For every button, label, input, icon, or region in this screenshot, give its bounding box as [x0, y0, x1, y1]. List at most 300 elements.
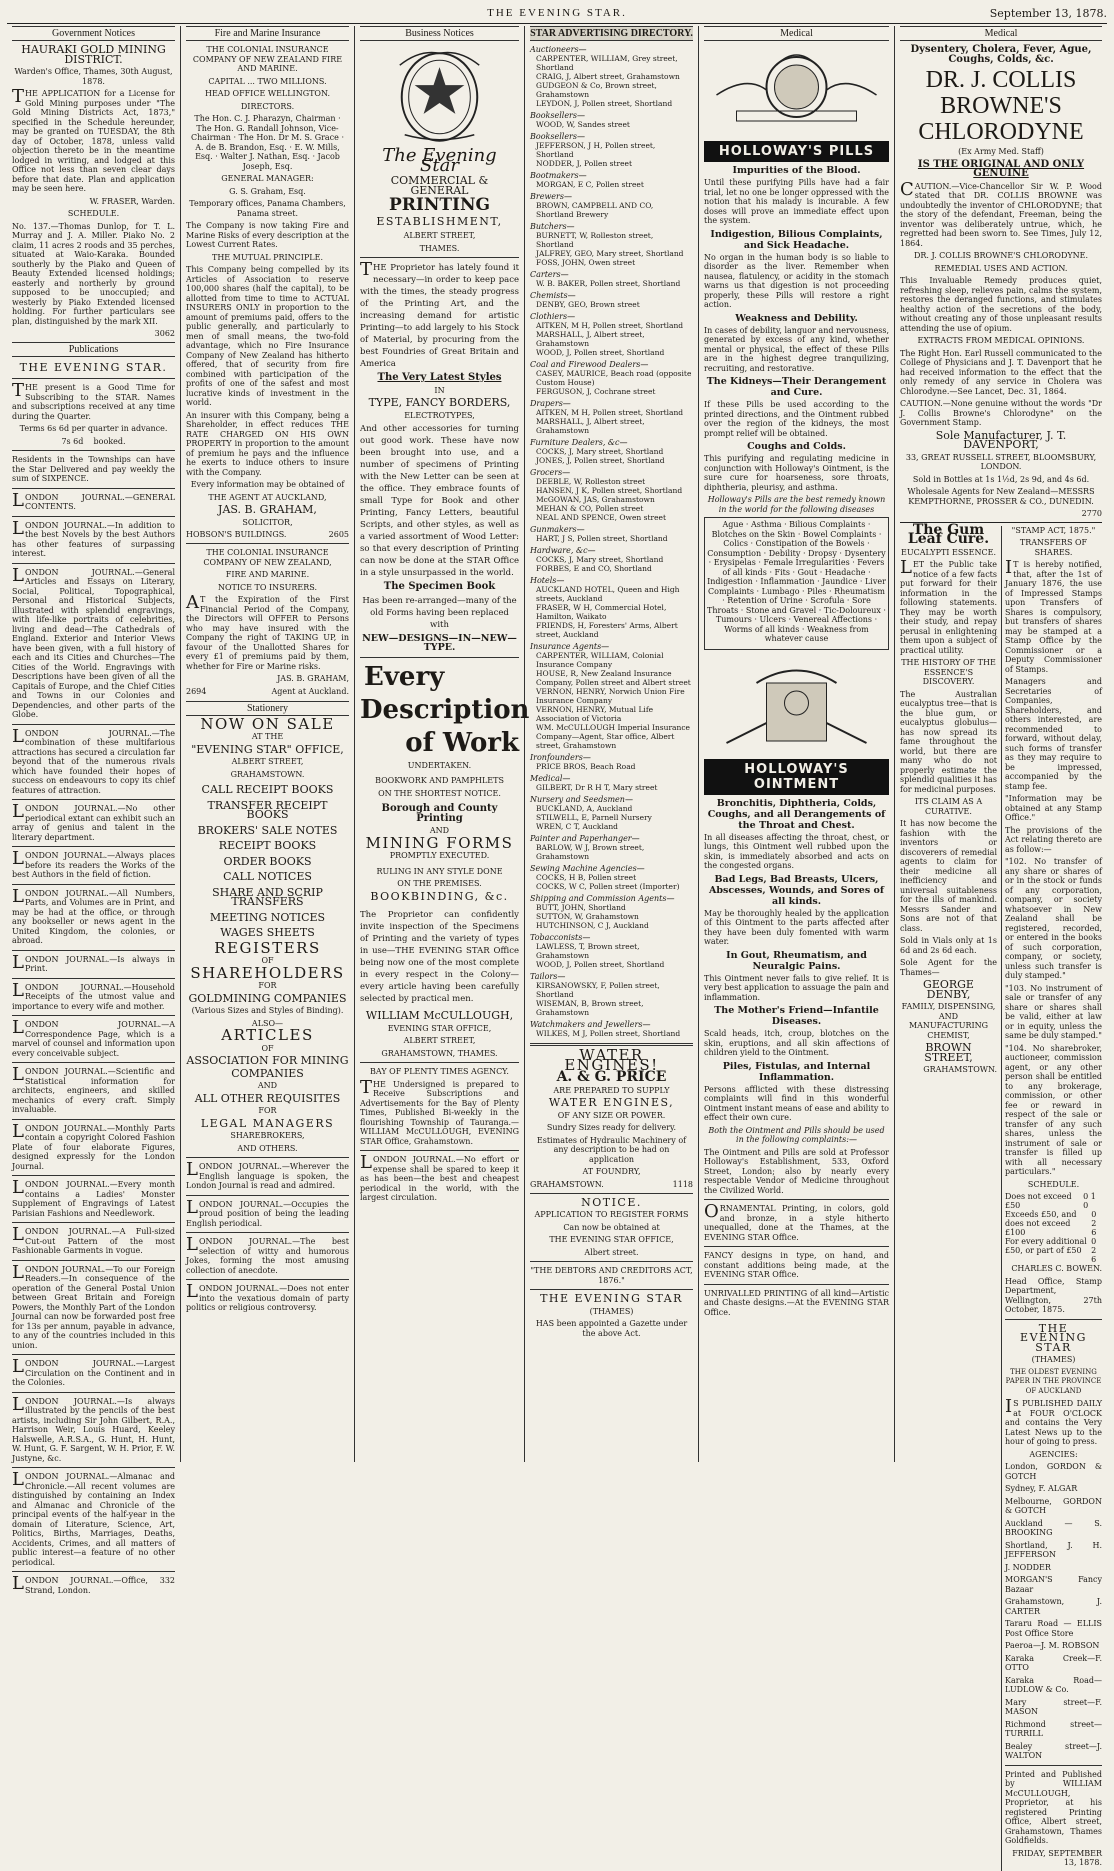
- pills-heading-4: The Kidneys—Their Derangement and Cure.: [706, 376, 887, 398]
- newspaper-page: [7, 7, 1107, 1867]
- masthead-date: September 13, 1878.: [989, 7, 1107, 20]
- columns: [7, 26, 1107, 1867]
- star-agencies: AGENCIES:: [1029, 1449, 1078, 1459]
- stationery-for-2: FOR: [258, 1106, 277, 1115]
- gazette-body: HAS been appointed a Gazette under the above Act.: [535, 1319, 688, 1338]
- stationery-goldmining: GOLDMINING COMPANIES: [188, 991, 347, 1005]
- directory-entry: WOOD, W, Sandes street: [536, 120, 630, 129]
- divider: [12, 799, 175, 800]
- proprietor-name: WILLIAM McCULLOUGH,: [365, 1009, 514, 1022]
- directory-category: Sewing Machine Agencies—: [530, 864, 645, 873]
- chlorodyne-body-3: The Right Hon. Earl Russell communicated to the College of Physicians and J. T. Davenport that he had received information to the effect that the only remedy of any service in Cholera was Chlorodyne.—See Lancet, Dec. 31, 1864.: [900, 348, 1102, 396]
- chlorodyne-number: 2770: [1081, 509, 1102, 518]
- gum-agent: Sole Agent for the Thames—: [900, 958, 997, 977]
- application-body: APPLICATION TO REGISTER FORMS: [534, 1210, 689, 1219]
- insurance-agent-heading: THE AGENT AT AUCKLAND,: [208, 492, 327, 502]
- column-1: [7, 26, 181, 1595]
- stamp-rate-value: 0 2 6: [1091, 1237, 1097, 1264]
- masthead-title: THE EVENING STAR.: [487, 7, 627, 19]
- directory-entry: KIRSANOWSKY, F, Pollen street, Shortland: [536, 981, 660, 999]
- divider: [12, 1392, 175, 1393]
- star-oldest: THE OLDEST EVENING PAPER IN THE PROVINCE OF AUCKLAND: [1005, 1367, 1102, 1395]
- notice-sign: W. FRASER, Warden.: [89, 196, 175, 206]
- london-journal-list-2: [186, 1159, 349, 1313]
- chlorodyne-address: 33, GREAT RUSSELL STREET, BLOOMSBURY, LONDON.: [905, 452, 1097, 471]
- water-foundry: AT FOUNDRY,: [582, 1167, 641, 1176]
- printed-date: FRIDAY, SEPTEMBER 13, 1878.: [1012, 1848, 1102, 1867]
- directory-entry: WM. McCULLOUGH Imperial Insurance Company—Agent, Star office, Albert street, Grahamstown: [536, 723, 690, 750]
- ointment-heading-5: Piles, Fistulas, and Internal Inflammation.: [722, 1060, 871, 1083]
- water-body: ARE PREPARED TO SUPPLY: [553, 1085, 670, 1095]
- printing-heading: PRINTING: [388, 195, 491, 215]
- insurance-agent: JAS. B. GRAHAM,: [218, 503, 317, 516]
- insurance-capital: CAPITAL ... TWO MILLIONS.: [208, 76, 327, 86]
- insurance2-number: 2694: [186, 686, 207, 696]
- column-3: [355, 26, 530, 1462]
- agency-entry: Richmond street—TURRILL: [1005, 1719, 1102, 1738]
- stamp-rate-value: 0 2 6: [1091, 1210, 1097, 1237]
- london-journal-item: LONDON JOURNAL.—Office, 332 Strand, London.: [12, 1573, 175, 1595]
- bookbinding: BOOKBINDING, &c.: [370, 889, 509, 903]
- pills-heading-3: Weakness and Debility.: [735, 312, 858, 324]
- stationery-item: WAGES SHEETS: [220, 926, 315, 939]
- agency-entry: Melbourne, GORDON & GOTCH: [1005, 1496, 1102, 1515]
- gum-body-3: It has now become the fashion with the inventors or discoverers of remedial agents to claim for their medicine all inefficiency and universal suitableness for the ills of mankind. Messrs Sander and Sons are not of that class.: [900, 819, 997, 933]
- directory-category: Painter and Paperhanger—: [530, 834, 640, 843]
- divider: [12, 724, 175, 725]
- type-fancy-borders: TYPE, FANCY BORDERS,: [368, 396, 511, 409]
- chlorodyne-caution: CAUTION.—None genuine without the words "Dr J. Collis Browne's Chlorodyne" on the Government Stamp.: [900, 399, 1102, 427]
- ointment-body-3: This Ointment never fails to give relief. It is very best application to assuage the pain and inflammation.: [704, 973, 889, 1002]
- divider: [12, 978, 175, 979]
- insurance2-agent: JAS. B. GRAHAM,: [277, 674, 349, 683]
- directory-entry: FRIENDS, H, Foresters' Arms, Albert street, Auckland: [536, 621, 678, 639]
- shortest-notice: ON THE SHORTEST NOTICE.: [378, 788, 501, 798]
- london-journal-item: LONDON JOURNAL.—Always places before its readers the Works of the best Authors in the field of fiction.: [12, 848, 175, 879]
- insurance-head-office: HEAD OFFICE WELLINGTON.: [204, 89, 331, 98]
- insurance2-body: AT the Expiration of the First Financial Period of the Company, the Directors will OFFER to Persons who may have insured with the Company the right of TAKING UP, in favour of the Unallotted Shares for every £1 of premiums paid by them, whether for Fire or Marine risks.: [186, 592, 349, 671]
- stamp-rate-row: [1005, 1192, 1102, 1210]
- price-bros: A. & G. PRICE: [556, 1069, 667, 1085]
- promptly-executed: PROMPTLY EXECUTED.: [389, 851, 490, 860]
- agency-entry: London, GORDON & GOTCH: [1005, 1462, 1102, 1481]
- printing-body-2: And other accessories for turning out good work. These have now been brought into use, and a number of specimens of Printing with the New Letter can be seen at the office. They embrace founts of small Type for Book and other Printing, Fancy Letters, beautiful Scripts, and other styles, as well as a varied assortment of Wood Letter: so that every description of Printing can now be done at the STAR Office in a style unsurpassed in the world.: [360, 424, 519, 578]
- chlorodyne-name: DR. J. COLLIS BROWNE'S CHLORODYNE.: [913, 251, 1089, 260]
- publication-body-2: Residents in the Townships can have the Star Delivered and pay weekly the sum of SIXPENCE.: [12, 455, 175, 483]
- schedule-body: No. 137.—Thomas Dunlop, for T. L. Murray and J. A. Miller. Piako No. 2 claim, 11 acres 2 roods and 35 perches, situated at Waio-Karaka. Bounded southerly by the Piako and Queen of Beauty Extended licensed holdings; easterly and northerly by ground supposed to be unoccupied; and westerly by Piako Extended licensed holding. For further particulars see plan, distinguished by the mark XII.: [12, 221, 175, 326]
- gum-claim: ITS CLAIM AS A CURATIVE.: [914, 797, 983, 816]
- gum-town: GRAHAMSTOWN.: [923, 1065, 997, 1074]
- section-advertising-directory: STAR ADVERTISING DIRECTORY.: [530, 28, 693, 39]
- insurance-body-3: An insurer with this Company, being a Shareholder, in effect reduces THE RATE CHARGED ON HIS OWN PROPERTY in proportion to the amount of premium he pays and the influence he exerts to induce others to insure with the Company.: [186, 410, 349, 477]
- directory-entry: STILWELL, E, Parnell Nursery: [536, 813, 652, 822]
- directory-entry: HUTCHINSON, C J, Auckland: [536, 921, 649, 930]
- gum-history: THE HISTORY OF THE ESSENCE'S DISCOVERY.: [901, 658, 996, 686]
- ointment-body-2: May be thoroughly healed by the application of this Ointment to the parts affected after they have been duly fomented with warm water.: [704, 908, 889, 946]
- stationery-for: FOR: [258, 981, 277, 990]
- notice-heading: NOTICE.: [581, 1195, 642, 1209]
- printed-by: Printed and Published by WILLIAM McCULLOUGH, Proprietor, at his registered Printing Office, Albert street, Grahamstown, Thames Goldfields.: [1005, 1769, 1102, 1845]
- star-published: IS PUBLISHED DAILY at FOUR O'CLOCK and contains the Very Latest News up to the hour of going to press.: [1005, 1396, 1102, 1446]
- insurance2-notice: NOTICE TO INSURERS.: [217, 582, 317, 592]
- stamp-rates: [1005, 1192, 1102, 1264]
- directory-category: Auctioneers—: [530, 45, 587, 54]
- stationery-requisites: ALL OTHER REQUISITES: [194, 1091, 341, 1105]
- directory-entry: DENBY, GEO, Brown street: [536, 300, 640, 309]
- stationery-sizes: (Various Sizes and Styles of Binding).: [191, 1006, 344, 1015]
- section-business-notices: Business Notices: [360, 26, 519, 41]
- application-body-2: Can now be obtained at: [563, 1222, 660, 1232]
- agency-entry: Auckland — S. BROOKING: [1005, 1518, 1102, 1537]
- pills-body-1: Until these purifying Pills have had a fair trial, let no one be longer oppressed with the notion that his malady is incurable. A few doses will prove an immediate effect upon the system.: [704, 178, 889, 225]
- publication-terms-2: 7s 6d booked.: [61, 436, 126, 446]
- agency-entry: Mary street—F. MASON: [1005, 1697, 1102, 1716]
- latest-in: IN: [434, 385, 445, 395]
- divider: [12, 1015, 175, 1016]
- albert-street: ALBERT STREET,: [403, 231, 476, 240]
- establishment: ESTABLISHMENT,: [376, 214, 503, 228]
- insurance-manager-heading: GENERAL MANAGER:: [221, 174, 314, 183]
- london-journal-item: LONDON JOURNAL.—The best selection of witty and humorous Jokes, forming the most amusing collection of anecdote.: [186, 1234, 349, 1275]
- stationery-articles: ARTICLES: [221, 1026, 314, 1044]
- proprietor-office: EVENING STAR OFFICE,: [387, 1023, 492, 1033]
- column-5: [699, 26, 895, 1462]
- application-street: Albert street.: [584, 1247, 639, 1257]
- paper-name: The Evening Star: [382, 145, 497, 176]
- section-government-notices: Government Notices: [12, 26, 175, 41]
- stamp-office: Head Office, Stamp Department, Wellington, 27th October, 1875.: [1005, 1276, 1102, 1314]
- insurance2-agent-row: [186, 687, 349, 696]
- stationery-item: ORDER BOOKS: [223, 854, 312, 868]
- directory-entry: HANSEN, J K, Pollen street, Shortland: [536, 486, 683, 495]
- insurance-mutual: THE MUTUAL PRINCIPLE.: [211, 252, 324, 262]
- london-journal-list: [12, 489, 175, 1596]
- directory-entry: VERNON, HENRY, Mutual Life Association of Victoria: [536, 705, 654, 723]
- pills-heading-1: Impurities of the Blood.: [732, 165, 861, 176]
- directory-category: Brewers—: [530, 192, 572, 201]
- borough-and: AND: [429, 826, 450, 835]
- schedule-number: 3062: [154, 329, 175, 338]
- section-medical-2: Medical: [900, 26, 1102, 41]
- directory-entry: NODDER, J, Pollen street: [536, 159, 633, 168]
- london-journal-item: LONDON JOURNAL.—The combination of these multifarious attractions has secured a circulation far beyond that of the numerous rivals which have founded their hopes of success on endeavours to copy its chief features of attraction.: [12, 725, 175, 795]
- directory-entry: COCKS, J, Mary street, Shortland: [536, 447, 664, 456]
- directory-category: Insurance Agents—: [530, 642, 610, 651]
- pills-table-body: Ague · Asthma · Bilious Complaints · Blotches on the Skin · Bowel Complaints · Colics · Constipation of the Bowels · Consumption · Debility · Dropsy · Dysentery · Erysipelas · Female Irregularities · Fevers of all kinds · Fits · Gout · Headache · Indigestion · Inflammation · Jaundice · Liver Complaints · Lumbago · Piles · Rheumatism · Retention of Urine · Scrofula · Sore Throats · Stone and Gravel · Tic-Doloureux · Tumours · Ulcers · Venereal Affections · Worms of all kinds · Weakness from whatever cause: [707, 520, 886, 643]
- directory-category: Chemists—: [530, 291, 576, 300]
- agency-entry: Grahamstown, J. CARTER: [1005, 1597, 1102, 1616]
- star-thames: (THAMES): [1031, 1355, 1076, 1364]
- printing-body-3: Has been re-arranged—many of the old Forms having been replaced with: [362, 595, 517, 630]
- ointment-footer-2: The Ointment and Pills are sold at Professor Holloway's Establishment, 533, Oxford Street, London; also by nearly every respectable Vendor of Medicine throughout the Civilized World.: [704, 1147, 889, 1195]
- chlorodyne-title: DR. J. COLLIS BROWNE'S CHLORODYNE: [918, 67, 1084, 145]
- holloways-ointment-banner: HOLLOWAY'S OINTMENT: [704, 759, 889, 795]
- ointment-heading-4: The Mother's Friend—Infantile Diseases.: [714, 1005, 879, 1027]
- stamp-rate-label: Exceeds £50, and does not exceed £100: [1005, 1210, 1077, 1237]
- directory-entry: HOUSE, R, New Zealand Insurance Company, Pollen street and Albert street: [536, 669, 691, 687]
- stamp-body-6: "103. No instrument of sale or transfer of any share or shares shall be valid, either at law or in equity, unless the same be duly stamped.": [1005, 983, 1102, 1040]
- directory-entry: WOOD, J, Pollen street, Shortland: [536, 960, 665, 969]
- water-power: OF ANY SIZE OR POWER.: [557, 1110, 666, 1120]
- stationery-at: AT THE: [251, 732, 284, 741]
- divider: [12, 1571, 175, 1572]
- directory-category: Shipping and Commission Agents—: [530, 894, 675, 903]
- section-medical: Medical: [704, 26, 889, 41]
- directory-category: Butchers—: [530, 222, 575, 231]
- directory-entry: CARPENTER, WILLIAM, Grey street, Shortland: [536, 54, 678, 72]
- directory-category: Hardware, &c—: [530, 546, 596, 555]
- of-work-heading: of Work: [405, 727, 519, 758]
- divider: [12, 1222, 175, 1223]
- insurance2-sub: FIRE AND MARINE.: [225, 570, 310, 579]
- agency-entry: Karaka Creek—F. OTTO: [1005, 1653, 1102, 1672]
- divider: [186, 1232, 349, 1233]
- crest-emblem-icon: [360, 45, 519, 145]
- pills-table: [704, 517, 889, 650]
- insurance-agent-address-row: [186, 530, 349, 539]
- divider: [12, 950, 175, 951]
- schedule-heading: SCHEDULE.: [67, 209, 120, 218]
- insurance-directors-heading: DIRECTORS.: [240, 101, 295, 111]
- stationery-now-on-sale: NOW ON SALE: [200, 714, 335, 733]
- divider: [12, 1354, 175, 1355]
- directory-entry: AITKEN, M H, Pollen street, Shortland: [536, 321, 684, 330]
- insurance-title: THE COLONIAL INSURANCE COMPANY OF NEW ZEALAND FIRE AND MARINE.: [192, 45, 343, 73]
- water-town: GRAHAMSTOWN.: [530, 1179, 604, 1189]
- insurance-offices: Temporary offices, Panama Chambers, Panama street.: [189, 199, 346, 218]
- divider: [12, 1260, 175, 1261]
- directory-entry: WISEMAN, B, Brown street, Grahamstown: [536, 999, 644, 1017]
- divider: [12, 1467, 175, 1468]
- specimen-book: The Specimen Book: [383, 581, 496, 592]
- directory-entry: LAWLESS, T, Brown street, Grahamstown: [536, 942, 640, 960]
- stamp-rate-label: Does not exceed £50: [1005, 1192, 1072, 1210]
- london-journal-item: LONDON JOURNAL.—In addition to the best Novels by the best Authors has other features of surpassing interest.: [12, 517, 175, 558]
- directory-category: Carters—: [530, 270, 569, 279]
- london-journal-item: LONDON JOURNAL.—A Correspondence Page, which is a marvel of counsel and information upon every conceivable subject.: [12, 1017, 175, 1058]
- london-journal-item: LONDON JOURNAL.—Household Receipts of the utmost value and importance to every wife and mother.: [12, 979, 175, 1011]
- gum-sub: EUCALYPTI ESSENCE.: [901, 547, 996, 557]
- pills-body-3: In cases of debility, languor and nervousness, generated by excess of any kind, whether mental or physical, the effect of these Pills are in the highest degree tranquilizing, recruiting, and restorative.: [704, 325, 889, 373]
- stationery-item: TRANSFER RECEIPT BOOKS: [207, 798, 328, 821]
- ointment-body-4: Scald heads, itch, croup, blotches on the skin, eruptions, and all skin affections of children yield to the Ointment.: [704, 1029, 889, 1057]
- stationery-items: [186, 785, 349, 938]
- divider: [12, 884, 175, 885]
- gum-title: The Gum Leaf Cure.: [907, 521, 990, 547]
- london-journal-item: LONDON JOURNAL.—Scientific and Statistical information for architects, engineers, and skilled mechanics of every craft. Simply invaluable.: [12, 1064, 175, 1114]
- notice-place: Warden's Office, Thames, 30th August, 1878.: [14, 67, 173, 86]
- pills-heading-2: Indigestion, Bilious Complaints, and Sick Headache.: [710, 228, 883, 251]
- directory-category: Clothiers—: [530, 312, 576, 321]
- stamp-body-7: "104. No sharebroker, auctioneer, commission agent, or any other person shall be entitled to any brokerage, commission, or other fee or reward in respect of the sale or transfer of any such shares, unless the instrument of sale or transfer is filled up with all necessary particulars.": [1005, 1043, 1102, 1176]
- insurance-body-2: This Company being compelled by its Articles of Association to reserve 100,000 shares (half the capital), to be allotted from time to time to ACTUAL INSURERS ONLY in proportion to the amount of premiums paid, offers to the public generally, and particularly to men of small means, the two-fold advantage, which no Fire Insurance Company of New Zealand has hitherto offered, that of security from fire combined with participation of the profits of one of the safest and most lucrative kinds of investment in the world.: [186, 265, 349, 407]
- holloway-pills-emblem-icon: [704, 45, 889, 135]
- directory-entry: FRASER, W H, Commercial Hotel, Hamilton, Waikato: [536, 603, 667, 621]
- directory-category: Watchmakers and Jewellers—: [530, 1020, 651, 1029]
- chlorodyne-sole: Sole Manufacturer, J. T. DAVENPORT,: [935, 428, 1067, 451]
- divider: [12, 516, 175, 517]
- stamp-body-2: Managers and Secretaries of Companies, Shareholders, and others interested, are recommended to forward, without delay, such forms of transfer as they may require to be impressed, accompanied by the stamp fee.: [1005, 677, 1102, 791]
- holloway-ointment-emblem-icon: [704, 653, 889, 753]
- holloways-pills-banner: HOLLOWAY'S PILLS: [704, 141, 889, 162]
- directory-entry: MORGAN, E C, Pollen street: [536, 180, 644, 189]
- dysentery-heading: Dysentery, Cholera, Fever, Ague, Coughs, Colds, &c.: [910, 44, 1092, 65]
- gum-street: BROWN STREET,: [924, 1041, 973, 1064]
- directory-entry: FORBES, E and CO, Shortland: [536, 564, 652, 573]
- evening-star-gazette: THE EVENING STAR: [540, 1292, 683, 1305]
- chlorodyne-remedial: REMEDIAL USES AND ACTION.: [934, 263, 1068, 273]
- stationery-item: CALL RECEIPT BOOKS: [201, 783, 334, 796]
- ornamental-printing: ORNAMENTAL Printing, in colors, gold and bronze, in a style hitherto unequalled, done at the Thames, at the EVENING STAR Office.: [704, 1201, 889, 1242]
- borough-printing: Borough and County Printing: [381, 803, 498, 824]
- directory-entry: BARLOW, W J, Brown street, Grahamstown: [536, 843, 645, 861]
- insurance-agent-address: HOBSON'S BUILDINGS.: [186, 530, 287, 539]
- directory-category: Coal and Firewood Dealers—: [530, 360, 649, 369]
- pills-heading-5: Coughs and Colds.: [747, 441, 846, 452]
- masthead: [7, 7, 1107, 24]
- directory-category: Nursery and Seedsmen—: [530, 795, 633, 804]
- stamp-act-block: [1001, 526, 1102, 1871]
- directory-entry: W. B. BAKER, Pollen street, Shortland: [536, 279, 681, 288]
- stationery-item: RECEIPT BOOKS: [218, 839, 317, 852]
- pills-table-heading: Holloway's Pills are the best remedy known in the world for the following diseases: [707, 495, 886, 514]
- directory-entry: CARPENTER, WILLIAM, Colonial Insurance Company: [536, 651, 664, 669]
- directory-entry: BROWN, CAMPBELL AND CO, Shortland Brewery: [536, 201, 654, 219]
- publication-title: THE EVENING STAR.: [19, 360, 168, 374]
- bay-body: THE Undersigned is prepared to Receive Subscriptions and Advertisements for the Bay of Plenty Times, Published Bi-weekly in the flourishing Township of Tauranga.—WILLIAM McCULLOUGH, EVENING STAR Office, Grahamstown.: [360, 1076, 519, 1146]
- stationery-item: BROKERS' SALE NOTES: [197, 823, 338, 837]
- directory-category: Booksellers—: [530, 132, 585, 141]
- ointment-heading-2: Bad Legs, Bad Breasts, Ulcers, Abscesses, Wounds, and Sores of all kinds.: [709, 873, 884, 907]
- agencies-list: [1005, 1462, 1102, 1761]
- printing-body-4: The Proprietor can confidently invite inspection of the Specimens of Printing and the variety of types in use—THE EVENING STAR Office being now one of the most complete in every respect in the Colony—every article having been carefully selected by practical men.: [360, 910, 519, 1004]
- publication-terms-1: Terms 6s 6d per quarter in advance.: [19, 424, 168, 433]
- notice-body: THE APPLICATION for a License for Gold Mining purposes under "The Gold Mining Districts Act, 1873," specified in the Schedule hereunder, may be granted on TUESDAY, the 8th day of October, 1878, unless valid objection thereto be in the meantime lodged in writing, and lodged at this Office not less than seven clear days before that date. Plan and application may be seen here.: [12, 86, 175, 193]
- directory-entry: MARSHALL, J, Albert street, Grahamstown: [536, 417, 645, 435]
- directory-entry: WREN, C T, Auckland: [536, 822, 618, 831]
- directory-entry: DEEBLE, W, Rolleston street: [536, 477, 646, 486]
- directory-category: Medical—: [530, 774, 571, 783]
- application-office: THE EVENING STAR OFFICE,: [549, 1235, 674, 1244]
- gum-family: FAMILY, DISPENSING, AND MANUFACTURING CHEMIST,: [901, 1002, 996, 1040]
- london-journal-3: LONDON JOURNAL.—No effort or expense shall be spared to keep it as has been—the best and cheapest periodical in the world, with the largest circulation.: [360, 1152, 519, 1202]
- stationery-item: SHARE AND SCRIP TRANSFERS: [212, 885, 323, 908]
- water-estimates: Estimates of Hydraulic Machinery of any description to be had on application: [536, 1135, 687, 1164]
- stationery-shareholders: SHAREHOLDERS: [190, 963, 345, 982]
- directory-entry: FOSS, JOHN, Owen street: [536, 258, 636, 267]
- commercial-general: COMMERCIAL & GENERAL: [390, 174, 489, 197]
- gum-body-4: Sold in Vials only at 1s 6d and 2s 6d each.: [900, 936, 997, 955]
- directory-entry: AITKEN, M H, Pollen street, Shortland: [536, 408, 684, 417]
- mining-forms: MINING FORMS: [365, 833, 514, 852]
- stationery-town: GRAHAMSTOWN.: [230, 769, 305, 779]
- bay-heading: BAY OF PLENTY TIMES AGENCY.: [370, 1067, 509, 1076]
- insurance-body-4: Every information may be obtained of: [190, 480, 345, 489]
- agency-entry: MORGAN'S Fancy Bazaar: [1005, 1575, 1102, 1594]
- water-town-row: [530, 1180, 693, 1189]
- publication-body: THE present is a Good Time for Subscribing to the STAR. Names and subscriptions received at any time during the Quarter.: [12, 380, 175, 421]
- ointment-heading-1: Bronchitis, Diphtheria, Colds, Coughs, and all Derangements of the Throat and Chest.: [707, 797, 886, 831]
- insurance-body: The Company is now taking Fire and Marine Risks of every description at the Lowest Current Rates.: [186, 221, 350, 249]
- directory-entry: VERNON, HENRY, Norwich Union Fire Insurance Company: [536, 687, 685, 705]
- printing-body-1: THE Proprietor has lately found it necessary—in order to keep pace with the times, the steady progress of the Printing Art, and the increasing demand for artistic Printing—to add largely to his Stock of Material, by procuring from the best Foundries of Great Britain and America: [360, 259, 519, 369]
- stamp-rate-row: [1005, 1237, 1102, 1264]
- gum-body-2: The Australian eucalyptus tree—that is the blue gum, or eucalyptus globulus—has now spread its fame throughout the world, but there are many who do not properly estimate the splendid qualities it has for medicinal purposes.: [900, 689, 997, 794]
- insurance-directors: The Hon. C. J. Pharazyn, Chairman · The Hon. G. Randall Johnson, Vice-Chairman · The Hon. Dr M. S. Grace · A. de B. Brandon, Esq. · E. W. Mills, Esq. · Walter J. Nathan, Esq. · Jacob Joseph, Esq.: [191, 114, 344, 171]
- undertaken: UNDERTAKEN.: [407, 760, 472, 770]
- divider: [12, 846, 175, 847]
- stamp-rate-row: [1005, 1210, 1102, 1237]
- stamp-body-4: The provisions of the Act relating thereto are as follow:—: [1005, 825, 1102, 854]
- water-sundry: Sundry Sizes ready for delivery.: [546, 1123, 677, 1132]
- stationery-item: CALL NOTICES: [223, 870, 312, 883]
- chlorodyne-body-2: This Invaluable Remedy produces quiet, refreshing sleep, relieves pain, calms the system, restores the deranged functions, and stimulates healthy action of the secretions of the body, without creating any of those unpleasant results attending the use of opium.: [900, 276, 1102, 333]
- divider: [12, 563, 175, 564]
- directory-entry: LEYDON, J, Pollen street, Shortland: [536, 99, 673, 108]
- stationery-item: MEETING NOTICES: [209, 910, 326, 924]
- stationery-companies: COMPANIES: [231, 1066, 304, 1080]
- directory-entry: GILBERT, Dr R H T, Mary street: [536, 783, 658, 792]
- new-designs: NEW—DESIGNS—IN—NEW—TYPE.: [362, 632, 517, 653]
- thames-gazette: (THAMES): [589, 1306, 634, 1316]
- stamp-body-3: "Information may be obtained at any Stamp Office.": [1005, 794, 1102, 822]
- directory-category: Booksellers—: [530, 111, 585, 120]
- stationery-and: AND: [257, 1081, 278, 1090]
- divider: [12, 1175, 175, 1176]
- directory-entry: COCKS, W C, Pollen street (Importer): [536, 882, 680, 891]
- directory-entry: McGOWAN, JAS, Grahamstown: [536, 495, 655, 504]
- directory-entry: BURNETT, W, Rolleston street, Shortland: [536, 231, 654, 249]
- stamp-body-1: IT is hereby notified, that, after the 1st of January 1876, the use of Impressed Stamps upon Transfers of Shares is compulsory, but transfers of shares may be stamped at a Stamp Office by the Commissioner or a Deputy Commissioner of Stamps.: [1005, 557, 1102, 674]
- stamp-sign: CHARLES C. BOWEN.: [1011, 1264, 1102, 1273]
- agency-entry: Karaka Road—LUDLOW & Co.: [1005, 1675, 1102, 1694]
- column-4: [525, 26, 699, 1462]
- latest-styles: The Very Latest Styles: [377, 372, 502, 383]
- directory-category: Gunmakers—: [530, 525, 585, 534]
- insurance-manager: G. S. Graham, Esq.: [229, 186, 306, 196]
- london-journal-item: LONDON JOURNAL.—To our Foreign Readers.—In consequence of the operation of the General Postal Union between Great Britain and Foreign Powers, the Monthly Part of the London Journal can now be forwarded post free for 13s per annum, payable in advance, to any of the countries included in this union.: [12, 1261, 175, 1350]
- chlorodyne-original: IS THE ORIGINAL AND ONLY GENUINE: [917, 158, 1085, 179]
- directory-entry: JONES, J, Pollen street, Shortland: [536, 456, 665, 465]
- stamp-body-5: "102. No transfer of any share or shares of or in the stock or funds of any corporation, company, or society whatsoever in New Zealand shall be registered, recorded, or entered in the books of such corporation, company, or society, unless such transfer is duly stamped.": [1005, 857, 1102, 980]
- gum-denby: GEORGE DENBY,: [923, 978, 974, 1001]
- directory-category: Bootmakers—: [530, 171, 587, 180]
- london-journal-item: LONDON JOURNAL.—Wherever the English language is spoken, the London Journal is read and admired.: [186, 1159, 349, 1190]
- pills-body-5: This purifying and regulating medicine in conjunction with Holloway's Ointment, is the sure cure for hoarseness, sore throats, diphtheria, pleurisy, and asthma.: [704, 454, 889, 492]
- gum-stamp-row: [900, 522, 1102, 1871]
- section-fire-marine-insurance: Fire and Marine Insurance: [186, 26, 349, 41]
- directory-entry: FERGUSON, J, Cochrane street: [536, 387, 656, 396]
- proprietor-street: ALBERT STREET,: [403, 1036, 476, 1045]
- directory-entry: WOOD, J, Pollen street, Shortland: [536, 348, 665, 357]
- directory-entry: WILKES, M J, Pollen street, Shortland: [536, 1029, 681, 1038]
- pills-body-2: No organ in the human body is so liable to disorder as the liver. Remember when nausea, flatulency, or acidity in the stomach warns us that digestion is not proceeding properly, these Pills will restore a right action.: [704, 252, 889, 309]
- london-journal-item: LONDON JOURNAL.—Occupies the proud position of being the leading English periodical.: [186, 1196, 349, 1228]
- chlorodyne-extracts: EXTRACTS FROM MEDICAL OPINIONS.: [917, 336, 1085, 345]
- london-journal-item: LONDON JOURNAL.—Does not enter into the vexatious domain of party politics or religious controversy.: [186, 1281, 349, 1312]
- agency-entry: Tararu Road — ELLIS Post Office Store: [1005, 1619, 1102, 1638]
- directory-entry: BUTT, JOHN, Shortland: [536, 903, 626, 912]
- insurance2-agent-role: Agent at Auckland.: [271, 686, 349, 696]
- directory-entry: BUCKLAND, A, Auckland: [536, 804, 633, 813]
- london-journal-item: LONDON JOURNAL.—Every month contains a Ladies' Monster Supplement of Engravings of Latest Parisian Fashions and Needlework.: [12, 1177, 175, 1218]
- directory-category: Drapers—: [530, 399, 571, 408]
- stationery-of-2: OF: [261, 1043, 274, 1053]
- directory-category: Grocers—: [530, 468, 571, 477]
- directory-category: Tobacconists—: [530, 933, 591, 942]
- stamp-sub: TRANSFERS OF SHARES.: [1019, 538, 1088, 557]
- gum-leaf-block: [900, 521, 997, 1871]
